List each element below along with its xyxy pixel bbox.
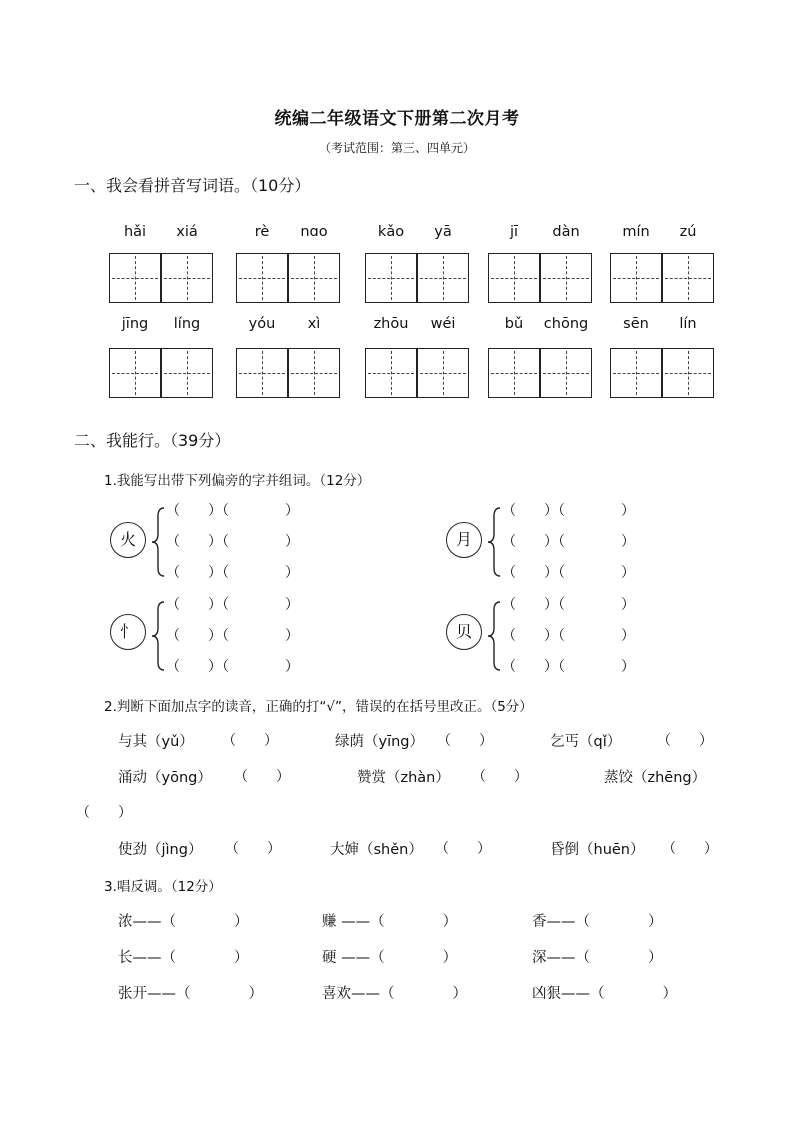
q3-item[interactable]: 张开——（ ） xyxy=(118,986,263,1002)
radical-circle: 忄 xyxy=(110,614,146,650)
section1-heading: 一、我会看拼音写词语。（10分） xyxy=(74,176,311,195)
q2-item-word: 蒸饺（zhēng） xyxy=(604,770,707,786)
writing-cell[interactable] xyxy=(365,348,417,398)
answer-paren[interactable]: （ ） xyxy=(222,733,278,749)
q2-item-word: 涌动（yōng） xyxy=(118,770,212,786)
pinyin-label: yā xyxy=(434,224,452,240)
writing-cell[interactable] xyxy=(488,253,540,303)
pinyin-label: hǎi xyxy=(123,224,147,240)
writing-cell[interactable] xyxy=(662,348,714,398)
writing-cell[interactable] xyxy=(488,348,540,398)
pinyin-label: líng xyxy=(173,316,201,332)
answer-paren[interactable]: （ ） xyxy=(437,733,493,749)
q3-item[interactable]: 香——（ ） xyxy=(532,914,663,930)
pinyin-label: sēn xyxy=(623,316,649,332)
q2-item-word: 乞丐（qǐ） xyxy=(550,734,622,750)
answer-blank[interactable]: （ ）（ ） xyxy=(502,534,635,550)
answer-paren[interactable]: （ ） xyxy=(472,769,528,785)
pinyin-label: bǔ xyxy=(504,316,524,332)
answer-paren[interactable]: （ ） xyxy=(662,841,718,857)
page-subtitle: （考试范围：第三、四单元） xyxy=(318,141,475,155)
answer-blank[interactable]: （ ）（ ） xyxy=(502,597,635,613)
pinyin-label: kǎo xyxy=(377,224,405,240)
answer-blank[interactable]: （ ）（ ） xyxy=(166,628,299,644)
writing-cell[interactable] xyxy=(417,348,469,398)
answer-blank[interactable]: （ ）（ ） xyxy=(166,534,299,550)
writing-cell[interactable] xyxy=(109,348,161,398)
writing-cell[interactable] xyxy=(288,348,340,398)
pinyin-label: chōng xyxy=(543,316,589,332)
q3-item[interactable]: 深——（ ） xyxy=(532,950,663,966)
writing-cell[interactable] xyxy=(417,253,469,303)
answer-blank[interactable]: （ ）（ ） xyxy=(502,628,635,644)
pinyin-label: zhōu xyxy=(373,316,409,332)
writing-cell[interactable] xyxy=(288,253,340,303)
writing-cell[interactable] xyxy=(236,253,288,303)
answer-paren[interactable]: （ ） xyxy=(657,733,713,749)
q2-item-word: 大婶（shěn） xyxy=(330,842,423,858)
q2-title: 2.判断下面加点字的读音，正确的打“√”，错误的在括号里改正。（5分） xyxy=(104,699,533,715)
pinyin-label: xì xyxy=(307,316,321,332)
answer-blank[interactable]: （ ）（ ） xyxy=(166,565,299,581)
radical-circle: 月 xyxy=(446,522,482,558)
pinyin-label: jīng xyxy=(121,316,149,332)
pinyin-label: nɑo xyxy=(300,224,328,240)
q2-item-word: 赞赏（zhàn） xyxy=(357,770,450,786)
section2-heading: 二、我能行。（39分） xyxy=(74,431,231,450)
writing-cell[interactable] xyxy=(662,253,714,303)
pinyin-label: yóu xyxy=(248,316,276,332)
radical-circle: 火 xyxy=(110,522,146,558)
q3-item[interactable]: 赚 ——（ ） xyxy=(322,914,458,930)
pinyin-label: zú xyxy=(679,224,697,240)
pinyin-label: xiá xyxy=(176,224,198,240)
pinyin-label: jī xyxy=(509,224,519,240)
q3-item[interactable]: 凶狠——（ ） xyxy=(532,986,677,1002)
answer-blank[interactable]: （ ）（ ） xyxy=(502,565,635,581)
pinyin-label: rè xyxy=(254,224,270,240)
answer-paren[interactable]: （ ） xyxy=(435,841,491,857)
pinyin-label: mín xyxy=(622,224,650,240)
page-title: 统编二年级语文下册第二次月考 xyxy=(274,109,520,129)
writing-cell[interactable] xyxy=(109,253,161,303)
answer-blank[interactable]: （ ）（ ） xyxy=(502,503,635,519)
writing-cell[interactable] xyxy=(365,253,417,303)
pinyin-label: wéi xyxy=(430,316,456,332)
answer-blank[interactable]: （ ）（ ） xyxy=(166,659,299,675)
radical-circle: 贝 xyxy=(446,614,482,650)
answer-blank[interactable]: （ ）（ ） xyxy=(166,503,299,519)
writing-cell[interactable] xyxy=(161,348,213,398)
writing-cell[interactable] xyxy=(610,253,662,303)
q1-title: 1.我能写出带下列偏旁的字并组词。（12分） xyxy=(104,473,371,489)
writing-cell[interactable] xyxy=(540,348,592,398)
writing-cell[interactable] xyxy=(610,348,662,398)
answer-blank[interactable]: （ ）（ ） xyxy=(166,597,299,613)
answer-paren[interactable]: （ ） xyxy=(225,841,281,857)
q3-item[interactable]: 硬 ——（ ） xyxy=(322,950,458,966)
q2-item-word: 使劲（jìng） xyxy=(118,842,203,858)
q2-item-word: 昏倒（huēn） xyxy=(550,842,645,858)
answer-blank[interactable]: （ ）（ ） xyxy=(502,659,635,675)
q3-item[interactable]: 长——（ ） xyxy=(118,950,249,966)
q2-item-word: 与其（yǔ） xyxy=(118,734,194,750)
answer-paren[interactable]: （ ） xyxy=(76,805,132,821)
answer-paren[interactable]: （ ） xyxy=(234,769,290,785)
q3-item[interactable]: 喜欢——（ ） xyxy=(322,986,467,1002)
writing-cell[interactable] xyxy=(161,253,213,303)
q3-item[interactable]: 浓——（ ） xyxy=(118,914,249,930)
pinyin-label: lín xyxy=(679,316,697,332)
pinyin-label: dàn xyxy=(552,224,580,240)
q3-title: 3.唱反调。（12分） xyxy=(104,879,222,895)
writing-cell[interactable] xyxy=(236,348,288,398)
writing-cell[interactable] xyxy=(540,253,592,303)
q2-item-word: 绿荫（yīng） xyxy=(335,734,425,750)
